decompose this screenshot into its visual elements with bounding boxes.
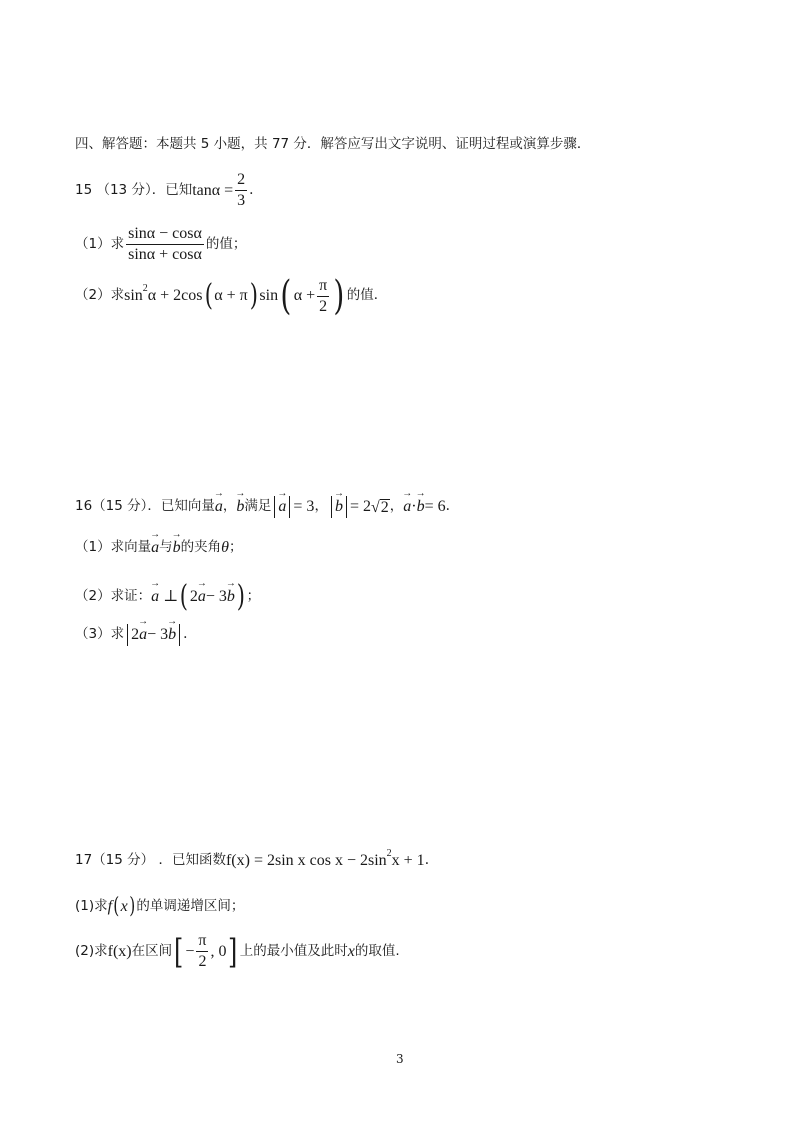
q16-p2-inner: 2	[189, 588, 198, 605]
q16-p1-label: （1）求向量	[75, 539, 152, 556]
q16-dot-sym: ·	[411, 498, 417, 515]
q15-p2-lparen1: (	[204, 278, 213, 313]
q16-abs-b: → b	[335, 499, 343, 515]
q16-comma1: ，	[222, 498, 237, 515]
q16-p1-tail: 的夹角	[180, 539, 222, 556]
abs-bar-right	[346, 496, 347, 518]
q17-stem	[75, 848, 429, 869]
q17-p1-x: x	[120, 898, 128, 915]
q16-p3-two: 2	[131, 626, 140, 643]
q15-p2-label: （2）求	[75, 287, 125, 304]
q15-p1-den: sinα + cosα	[128, 246, 202, 263]
q16-p2-inner-b: → b	[227, 589, 235, 605]
q16-part2	[75, 579, 261, 614]
q15-p1-tail: 的值；	[205, 235, 247, 252]
q16-comma2: ，	[314, 498, 328, 515]
q15-given-den: 3	[237, 192, 246, 209]
q17-p2-tail1: 上的最小值及此时	[239, 942, 348, 959]
q17-p2-label: (2)求	[75, 942, 108, 959]
q17-p1-label: (1)求	[75, 898, 108, 915]
q17-p2-lbracket: [	[174, 931, 184, 972]
q17-p2-rbracket: ]	[228, 931, 238, 972]
q17-p2-zero: , 0	[210, 942, 227, 960]
abs-bar-left	[127, 624, 128, 646]
q16-p2-label: （2）求证：	[75, 588, 152, 605]
q17-part2	[75, 933, 400, 970]
q15-p2-pi: π	[317, 278, 329, 297]
q16-p2-rparen: )	[236, 579, 245, 614]
q15-p2-a: α + 2cos	[147, 287, 203, 304]
q17-end: .	[424, 852, 429, 869]
q15-label: 15 （13 分）．已知	[75, 181, 193, 198]
q15-given-end: .	[249, 181, 254, 198]
q15-p2-exp: 2	[142, 283, 148, 294]
q17-part1	[75, 896, 244, 918]
q17-p2-x: x	[347, 942, 355, 960]
q15-p1-num: sinα − cosα	[126, 226, 204, 245]
section-header	[75, 138, 590, 152]
q15-p2-sin2: sin	[259, 287, 279, 304]
q16-end: .	[445, 498, 450, 515]
q17-p2-mid: 在区间	[131, 942, 173, 959]
q15-p2-rparen1: )	[249, 278, 258, 313]
q17-fx-tail: x + 1	[391, 852, 425, 869]
q17-p2-two: 2	[198, 953, 207, 970]
q16-dot-a: → a	[403, 499, 411, 515]
q16-p1-end: ；	[228, 539, 243, 556]
q16-p3-a: → a	[139, 627, 147, 643]
q17-fx-exp: 2	[386, 848, 392, 859]
q16-p2-lparen: (	[179, 579, 189, 614]
q16-part1	[75, 540, 242, 556]
q15-p1-label: （1）求	[75, 235, 125, 252]
q16-dot-val: = 6	[424, 498, 446, 515]
q16-sqrt-val: 2	[380, 498, 389, 516]
q16-vec-b: → b	[236, 499, 244, 515]
q16-abs-b-val: = 2	[349, 498, 371, 515]
q16-stem	[75, 496, 450, 518]
section-header-text: 四、解答题：本题共 5 小题，共 77 分．解答应写出文字说明、证明过程或演算步骤．	[75, 136, 591, 152]
q17-p2-fx: f(x)	[107, 942, 132, 960]
q17-p1-rparen: )	[129, 894, 136, 919]
q16-abs-a: → a	[278, 499, 286, 515]
q16-p1-b: → b	[173, 540, 181, 556]
q17-p2-minus: −	[185, 942, 195, 960]
q16-p1-theta: θ	[221, 539, 229, 556]
q16-dot-b: → b	[417, 499, 425, 515]
q16-p3-b: → b	[168, 627, 176, 643]
q16-vec-a: → a	[215, 499, 223, 515]
q17-p1-f: f	[107, 898, 113, 915]
q15-p2-two: 2	[319, 297, 328, 315]
q15-p2-tail: 的值．	[346, 287, 388, 304]
q16-p3-minus: − 3	[147, 626, 169, 643]
q16-p1-a: → a	[151, 540, 159, 556]
q17-fx: f(x) = 2sin x cos x − 2sin	[225, 852, 387, 869]
q15-p1-fraction	[126, 226, 204, 263]
q17-label: 17（15 分） ．已知函数	[75, 852, 226, 869]
q17-p1-tail: 的单调递增区间；	[136, 898, 245, 915]
q15-given-num: 2	[235, 172, 247, 191]
abs-bar-left	[274, 496, 275, 518]
q16-p2-perp: ⊥	[163, 588, 179, 605]
abs-bar-right	[289, 496, 290, 518]
q15-part1	[75, 226, 246, 263]
q17-p2-pi: π	[196, 933, 208, 952]
q16-p1-with: 与	[159, 539, 173, 556]
sqrt-sign-icon: √	[370, 498, 380, 516]
q16-label: 16（15 分）．已知向量	[75, 498, 215, 515]
q15-stem	[75, 172, 253, 209]
q15-given-fraction	[235, 172, 247, 209]
q15-p2-inner1: α + π	[214, 287, 248, 304]
q17-p2-tail2: 的取值.	[354, 942, 400, 959]
q16-p2-inner-a: → a	[198, 589, 206, 605]
q16-comma3: ，	[389, 498, 404, 515]
q17-p2-pi-fraction	[196, 933, 208, 970]
q16-p2-a: → a	[151, 589, 159, 605]
q16-sqrt	[371, 499, 390, 516]
q16-p3-end: .	[183, 626, 188, 643]
abs-bar-right	[179, 624, 180, 646]
q15-p2-sin: sin	[124, 287, 143, 304]
q16-p2-minus: − 3	[205, 588, 227, 605]
q15-p2-rparen2: )	[333, 273, 345, 319]
q17-p1-lparen: (	[113, 894, 120, 919]
q15-p2-pi-fraction	[317, 278, 329, 315]
q16-p2-end: ；	[246, 588, 261, 605]
q15-p2-inner2: α +	[293, 287, 316, 304]
q16-abs-a-val: = 3	[293, 498, 315, 515]
q16-p3-label: （3）求	[75, 626, 125, 643]
q15-p2-lparen2: (	[280, 273, 292, 319]
q16-part3	[75, 624, 187, 646]
q15-part2	[75, 273, 388, 319]
q15-given-lhs: tanα =	[192, 181, 234, 199]
abs-bar-left	[331, 496, 332, 518]
q16-satisfy: 满足	[244, 498, 272, 515]
page-number: 3	[396, 1052, 404, 1066]
